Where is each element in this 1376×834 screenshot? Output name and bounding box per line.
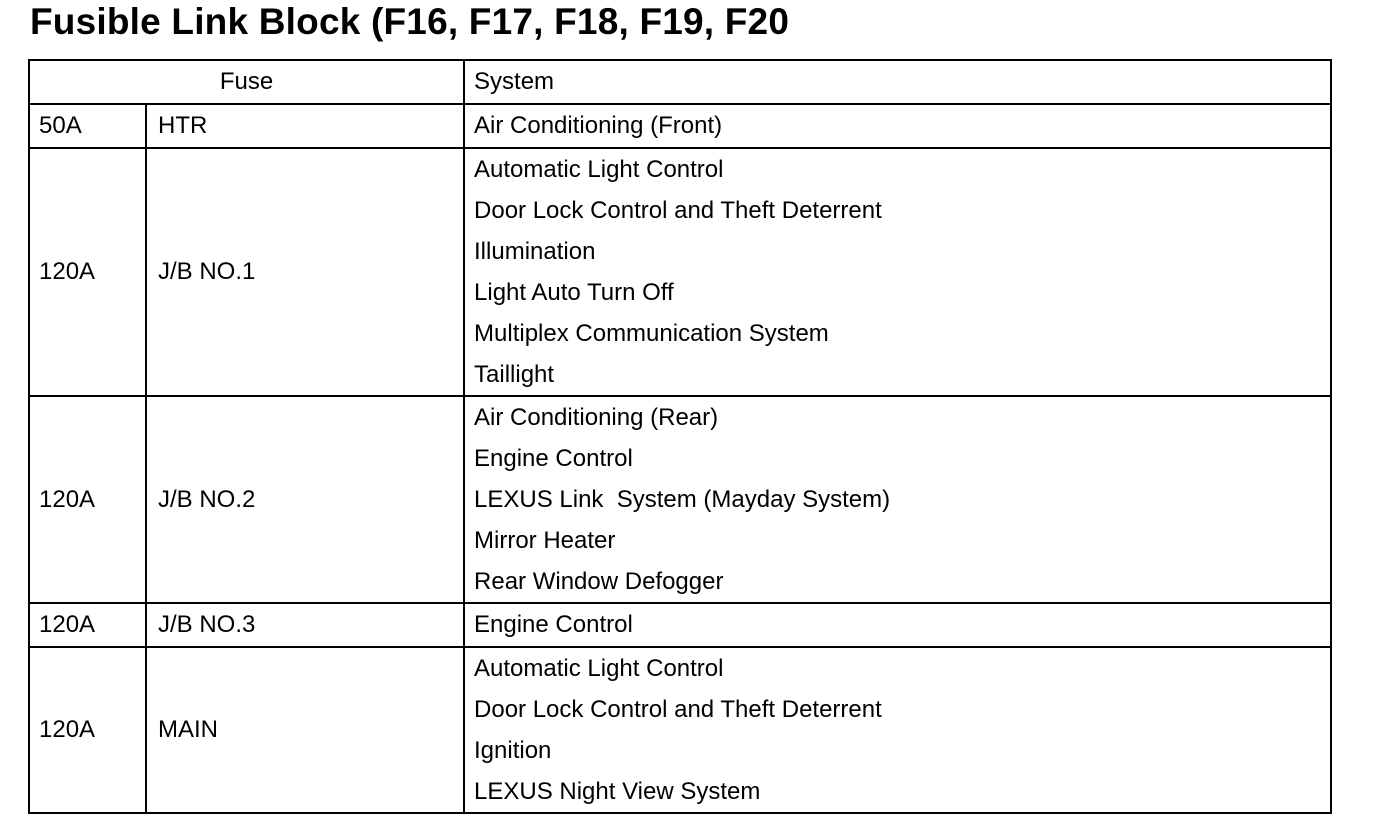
system-item: Rear Window Defogger <box>474 568 724 595</box>
system-item: Engine Control <box>474 445 633 472</box>
system-item: LEXUS Night View System <box>474 778 761 805</box>
system-item: Light Auto Turn Off <box>474 279 674 306</box>
table-header-row <box>29 60 1331 104</box>
table-row <box>29 148 1331 396</box>
system-item: LEXUS Link System (Mayday System) <box>474 486 891 513</box>
table-row <box>29 104 1331 148</box>
page-title: Fusible Link Block (F16, F17, F18, F19, F20 <box>30 1 790 42</box>
system-item: Illumination <box>474 238 596 265</box>
system-list <box>464 104 1331 148</box>
fuse-name: HTR <box>146 104 464 148</box>
fuse-name: J/B NO.3 <box>146 603 464 647</box>
system-item: Door Lock Control and Theft Deterrent <box>474 696 882 723</box>
system-list <box>464 396 1331 603</box>
system-item: Ignition <box>474 737 552 764</box>
system-item: Automatic Light Control <box>474 655 724 682</box>
fuse-amperage: 120A <box>29 647 146 813</box>
table-row <box>29 647 1331 813</box>
table-row <box>29 396 1331 603</box>
system-item: Automatic Light Control <box>474 156 724 183</box>
system-list <box>464 647 1331 813</box>
fuse-amperage: 120A <box>29 148 146 396</box>
fuse-name: J/B NO.1 <box>146 148 464 396</box>
system-item: Engine Control <box>474 611 633 638</box>
system-item: Air Conditioning (Front) <box>474 112 723 139</box>
system-list <box>464 603 1331 647</box>
column-header-fuse: Fuse <box>29 60 464 104</box>
fuse-amperage: 50A <box>29 104 146 148</box>
fuse-table <box>28 59 1332 814</box>
fuse-name: MAIN <box>146 647 464 813</box>
system-list <box>464 148 1331 396</box>
fuse-amperage: 120A <box>29 396 146 603</box>
system-item: Door Lock Control and Theft Deterrent <box>474 197 882 224</box>
fuse-amperage: 120A <box>29 603 146 647</box>
column-header-system: System <box>464 60 1331 104</box>
fuse-name: J/B NO.2 <box>146 396 464 603</box>
system-item: Mirror Heater <box>474 527 616 554</box>
table-row <box>29 603 1331 647</box>
system-item: Taillight <box>474 361 555 388</box>
system-item: Air Conditioning (Rear) <box>474 404 719 431</box>
system-item: Multiplex Communication System <box>474 320 829 347</box>
